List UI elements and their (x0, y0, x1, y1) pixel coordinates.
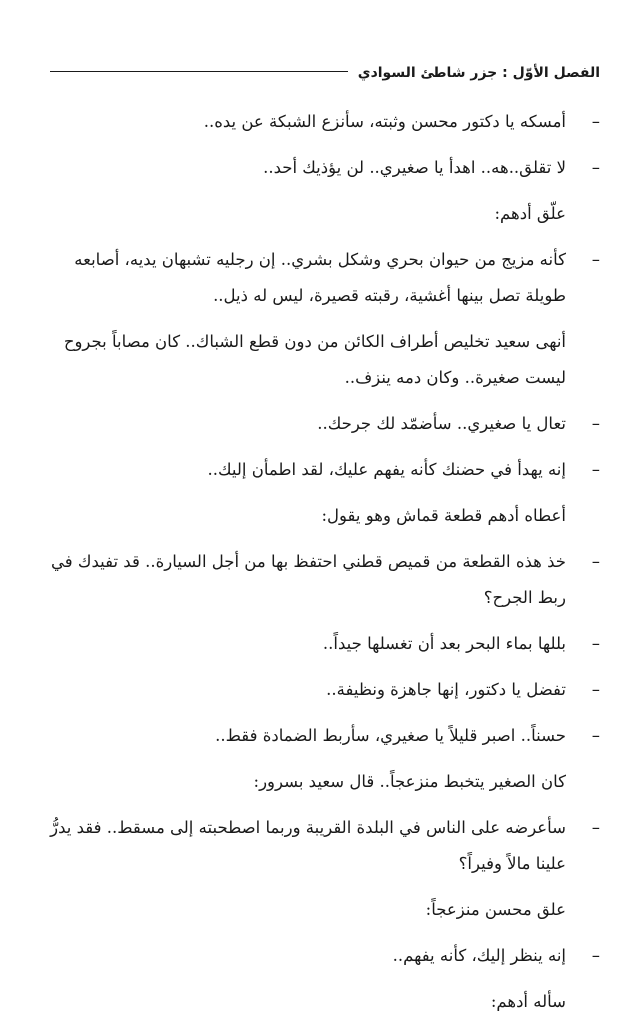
dialogue-dash: – (591, 634, 600, 653)
paragraph-text: خذ هذه القطعة من قميص قطني احتفظ بها من أجل السيارة.. قد تفيدك في ربط الجرح؟ (50, 552, 566, 607)
paragraph-10 (44, 626, 600, 662)
paragraph-text: سأعرضه على الناس في البلدة القريبة وربما اصطحبته إلى مسقط.. فقد يدرُّ علينا مالاً وفيراً؟ (50, 818, 566, 873)
paragraph-text: لا تقلق..هه.. اهدأ يا صغيري.. لن يؤذيك أحد.. (263, 158, 566, 177)
paragraph-15: علق محسن منزعجاً: (425, 900, 566, 919)
dialogue-dash: – (591, 946, 600, 965)
dialogue-dash: – (591, 158, 600, 177)
paragraph-7 (44, 452, 600, 488)
dialogue-dash: – (591, 726, 600, 745)
paragraph-11 (44, 672, 600, 708)
paragraph-3: علّق أدهم: (494, 204, 566, 223)
paragraph-2 (44, 150, 600, 186)
dialogue-dash: – (591, 250, 600, 269)
paragraph-1 (44, 104, 600, 140)
dialogue-dash: – (591, 112, 600, 131)
paragraph-text: تفضل يا دكتور، إنها جاهزة ونظيفة.. (326, 680, 566, 699)
chapter-title: الفصل الأوّل : جزر شاطئ السوادي (357, 65, 600, 81)
paragraph-5: أنهى سعيد تخليص أطراف الكائن من دون قطع الشباك.. كان مصاباً بجروح ليست صغيرة.. وكان دمه ينزف.. (63, 332, 566, 387)
running-header (50, 58, 600, 88)
paragraph-9 (44, 544, 600, 616)
paragraph-6 (44, 406, 600, 442)
paragraph-text: إنه ينظر إليك، كأنه يفهم.. (392, 946, 566, 965)
paragraph-17: سأله أدهم: (490, 992, 566, 1011)
dialogue-dash: – (591, 460, 600, 479)
dialogue-dash: – (591, 414, 600, 433)
paragraph-12 (44, 718, 600, 754)
header-rule (50, 71, 348, 72)
paragraph-text: بللها بماء البحر بعد أن تغسلها جيداً.. (322, 634, 566, 653)
body-text (44, 104, 600, 1020)
paragraph-13: كان الصغير يتخبط منزعجاً.. قال سعيد بسرور: (253, 772, 566, 791)
paragraph-4 (44, 242, 600, 314)
paragraph-8: أعطاه أدهم قطعة قماش وهو يقول: (321, 506, 566, 525)
paragraph-text: حسناً.. اصبر قليلاً يا صغيري، سأربط الضمادة فقط.. (215, 726, 566, 745)
dialogue-dash: – (591, 552, 600, 571)
dialogue-dash: – (591, 818, 600, 837)
paragraph-text: كأنه مزيج من حيوان بحري وشكل بشري.. إن رجليه تشبهان يديه، أصابعه طويلة تصل بينها أغشية، رقبته قصيرة، ليس له ذيل.. (74, 250, 566, 305)
paragraph-text: إنه يهدأ في حضنك كأنه يفهم عليك، لقد اطمأن إليك.. (207, 460, 566, 479)
dialogue-dash: – (591, 680, 600, 699)
paragraph-text: أمسكه يا دكتور محسن وثبته، سأنزع الشبكة عن يده.. (203, 112, 566, 131)
paragraph-text: تعال يا صغيري.. سأضمّد لك جرحك.. (317, 414, 566, 433)
paragraph-14 (44, 810, 600, 882)
paragraph-16 (44, 938, 600, 974)
